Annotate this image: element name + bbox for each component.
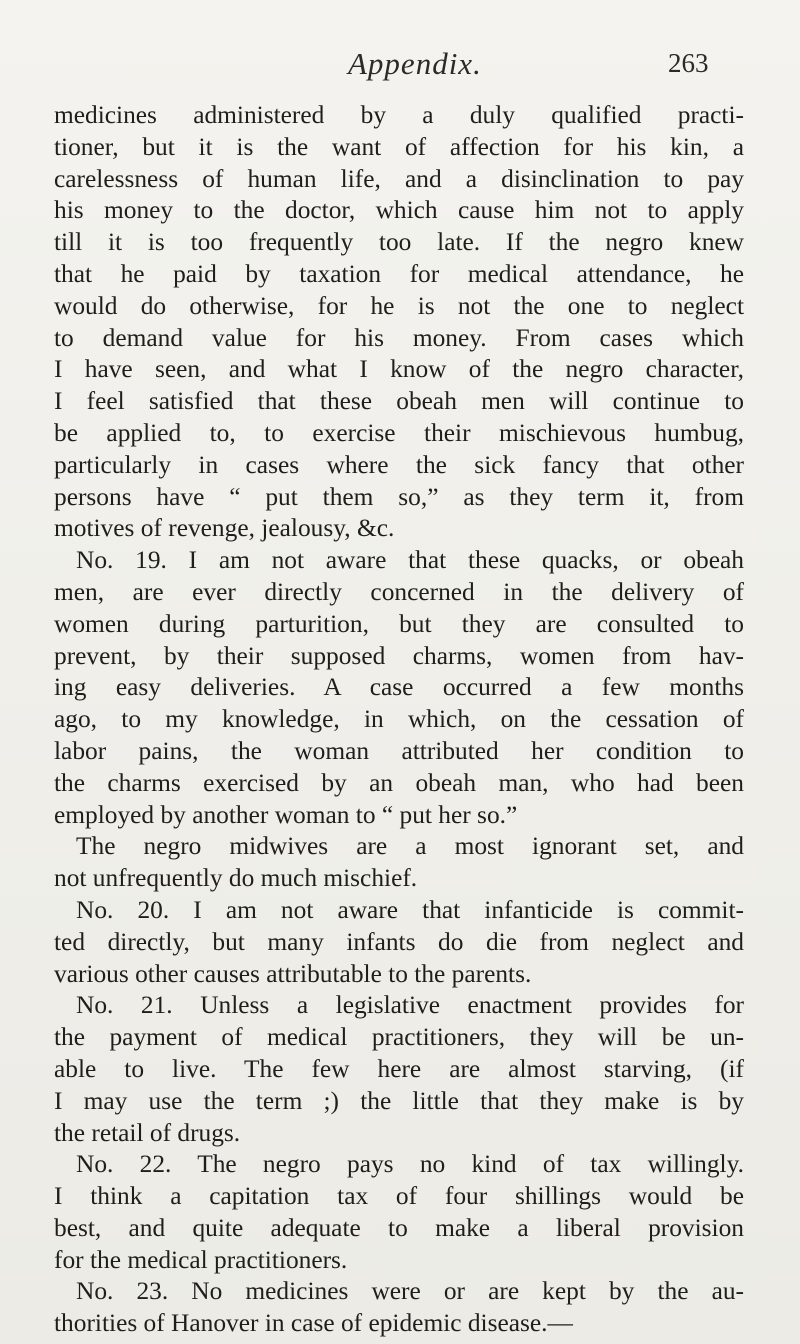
text-line: I feel satisfied that these obeah men will continue to xyxy=(54,387,744,416)
text-line: not unfrequently do much mischief. xyxy=(54,864,418,893)
text-line: able to live. The few here are almost starving, (if xyxy=(54,1054,744,1083)
text-line: labor pains, the woman attributed her condition to xyxy=(54,736,744,765)
text-line: persons have “ put them so,” as they term it, from xyxy=(54,482,744,511)
text-line: I may use the term ;) the little that they make is by xyxy=(54,1086,744,1115)
paragraph-no-22-start: No. 22. The negro pays no kind of tax willingly. xyxy=(76,1150,744,1179)
paragraph-no-19-start: No. 19. I am not aware that these quacks, or obeah xyxy=(76,546,744,575)
text-line: thorities of Hanover in case of epidemic disease.— xyxy=(54,1309,573,1338)
text-line: best, and quite adequate to make a liberal provision xyxy=(54,1213,744,1242)
text-line: to demand value for his money. From cases which xyxy=(54,323,744,352)
text-line: ted directly, but many infants do die from neglect and xyxy=(54,927,744,956)
text-line: particularly in cases where the sick fancy that other xyxy=(54,450,744,479)
text-line: I think a capitation tax of four shillings would be xyxy=(54,1182,744,1211)
text-line: medicines administered by a duly qualified practi- xyxy=(54,101,744,129)
text-line: the retail of drugs. xyxy=(54,1118,241,1147)
text-line: tioner, but it is the want of affection for his kin, a xyxy=(54,132,744,161)
text-line: for the medical practitioners. xyxy=(54,1245,348,1274)
page-number: 263 xyxy=(668,48,709,78)
text-line: prevent, by their supposed charms, women from hav- xyxy=(54,641,744,670)
text-line: women during parturition, but they are consulted to xyxy=(54,609,744,638)
running-head xyxy=(0,46,800,86)
text-line: I have seen, and what I know of the negro character, xyxy=(54,355,744,384)
text-line: that he paid by taxation for medical attendance, he xyxy=(54,259,744,288)
paragraph-no-21-start: No. 21. Unless a legislative enactment provides for xyxy=(76,991,744,1020)
text-line: till it is too frequently too late. If the negro knew xyxy=(54,228,744,257)
text-line: employed by another woman to “ put her so.” xyxy=(54,800,518,829)
text-line: men, are ever directly concerned in the delivery of xyxy=(54,577,744,606)
text-line: ing easy deliveries. A case occurred a few months xyxy=(54,673,744,702)
text-line: ago, to my knowledge, in which, on the cessation of xyxy=(54,705,744,734)
text-line: the payment of medical practitioners, they will be un- xyxy=(54,1023,744,1052)
text-line: the charms exercised by an obeah man, who had been xyxy=(54,768,744,797)
text-line: motives of revenge, jealousy, &c. xyxy=(54,514,395,543)
text-line: carelessness of human life, and a disinclination to pay xyxy=(54,164,744,193)
body-text xyxy=(54,100,744,1340)
text-line: various other causes attributable to the parents. xyxy=(54,959,532,988)
running-title: Appendix. xyxy=(348,46,482,81)
text-line: his money to the doctor, which cause him not to apply xyxy=(54,196,744,225)
text-line: would do otherwise, for he is not the one to neglect xyxy=(54,291,744,320)
text-line: be applied to, to exercise their mischievous humbug, xyxy=(54,418,744,447)
paragraph-no-20-start: No. 20. I am not aware that infanticide is commit- xyxy=(76,895,744,924)
paragraph-no-23-start: No. 23. No medicines were or are kept by the au- xyxy=(76,1277,744,1306)
text-line: The negro midwives are a most ignorant set, and xyxy=(76,832,744,861)
